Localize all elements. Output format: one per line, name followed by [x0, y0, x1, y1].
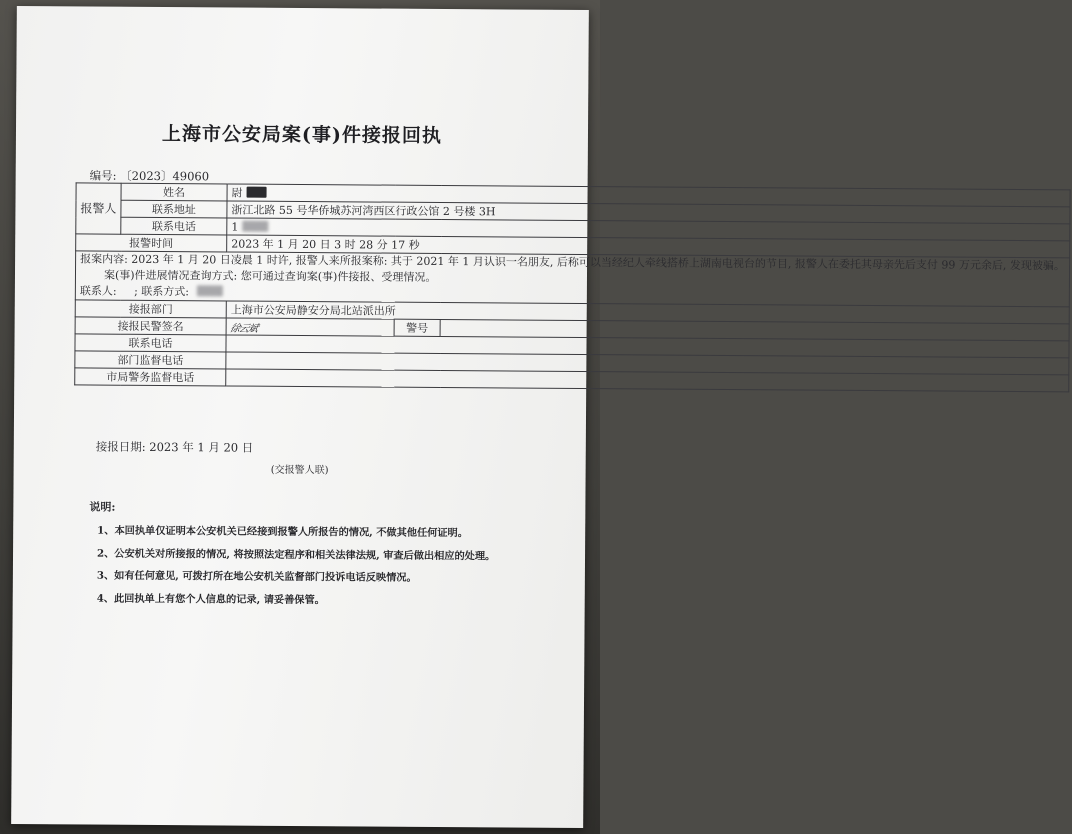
note-item: 3、如有任何意见, 可拨打所在地公安机关监督部门投诉电话反映情况。 — [96, 569, 417, 584]
report-content-text: 报案内容: 2023 年 1 月 20 日凌晨 1 时许, 报警人来所报案称: 其于 2021 年 1 月认识一名朋友, 后称可以当经纪人牵线搭桥上湖南电视台的节目, 报警人在委托其母亲先后支付 99 万元余后, 发现被骗。 — [80, 252, 1065, 273]
phone-value: 1 — [231, 220, 239, 234]
redaction-blur — [196, 285, 222, 296]
name-value: 尉 — [231, 186, 243, 200]
officer-signature-label: 接报民警签名 — [75, 317, 226, 335]
address-value: 浙江北路 55 号华侨城苏河湾西区行政公馆 2 号楼 3H — [227, 201, 1070, 224]
badge-label: 警号 — [394, 319, 440, 336]
note-item: 4、此回执单上有您个人信息的记录, 请妥善保管。 — [96, 592, 325, 606]
document-number-value: 〔2023〕49060 — [120, 168, 210, 184]
report-date: 接报日期: 2023 年 1 月 20 日 — [95, 439, 254, 455]
note-item: 1、本回执单仅证明本公安机关已经接到报警人所报告的情况, 不做其他任何证明。 — [97, 524, 468, 540]
redaction-block — [247, 187, 267, 198]
city-supervision-label: 市局警务监督电话 — [75, 368, 226, 386]
reporter-group-label: 报警人 — [76, 183, 121, 234]
receipt-paper — [11, 6, 1065, 828]
report-form-table — [74, 182, 1070, 392]
copy-note: (交报警人联) — [270, 464, 329, 477]
table-row — [75, 251, 1069, 307]
report-time-value: 2023 年 1 月 20 日 3 时 28 分 17 秒 — [227, 235, 1070, 258]
officer-signature-cell — [226, 318, 394, 336]
address-label: 联系地址 — [121, 200, 227, 218]
progress-query-text: 案(事)件进展情况查询方式: 您可通过查询案(事)件接报、受理情况。 — [103, 268, 437, 284]
document-title: 上海市公安局案(事)件接报回执 — [161, 123, 443, 147]
note-item: 2、公安机关对所接报的情况, 将按照法定程序和相关法律法规, 审查后做出相应的处理。 — [97, 547, 496, 562]
report-content-cell — [75, 251, 1069, 307]
redaction-blur — [242, 220, 268, 231]
officer-signature: 徐云斌 — [228, 323, 259, 335]
contact-method-label: ; 联系方式: — [134, 284, 190, 299]
officer-phone-label: 联系电话 — [75, 334, 226, 352]
contact-person-label: 联系人: — [79, 284, 117, 298]
notes-list — [97, 520, 558, 613]
dept-label: 接报部门 — [75, 300, 226, 318]
dept-supervision-label: 部门监督电话 — [75, 351, 226, 369]
dept-value: 上海市公安局静安分局北站派出所 — [226, 301, 1069, 324]
notes-title: 说明: — [89, 500, 116, 514]
report-time-label: 报警时间 — [76, 234, 227, 252]
name-label: 姓名 — [121, 183, 227, 201]
document-number-label: 编号: — [89, 168, 117, 183]
phone-label: 联系电话 — [121, 217, 227, 235]
